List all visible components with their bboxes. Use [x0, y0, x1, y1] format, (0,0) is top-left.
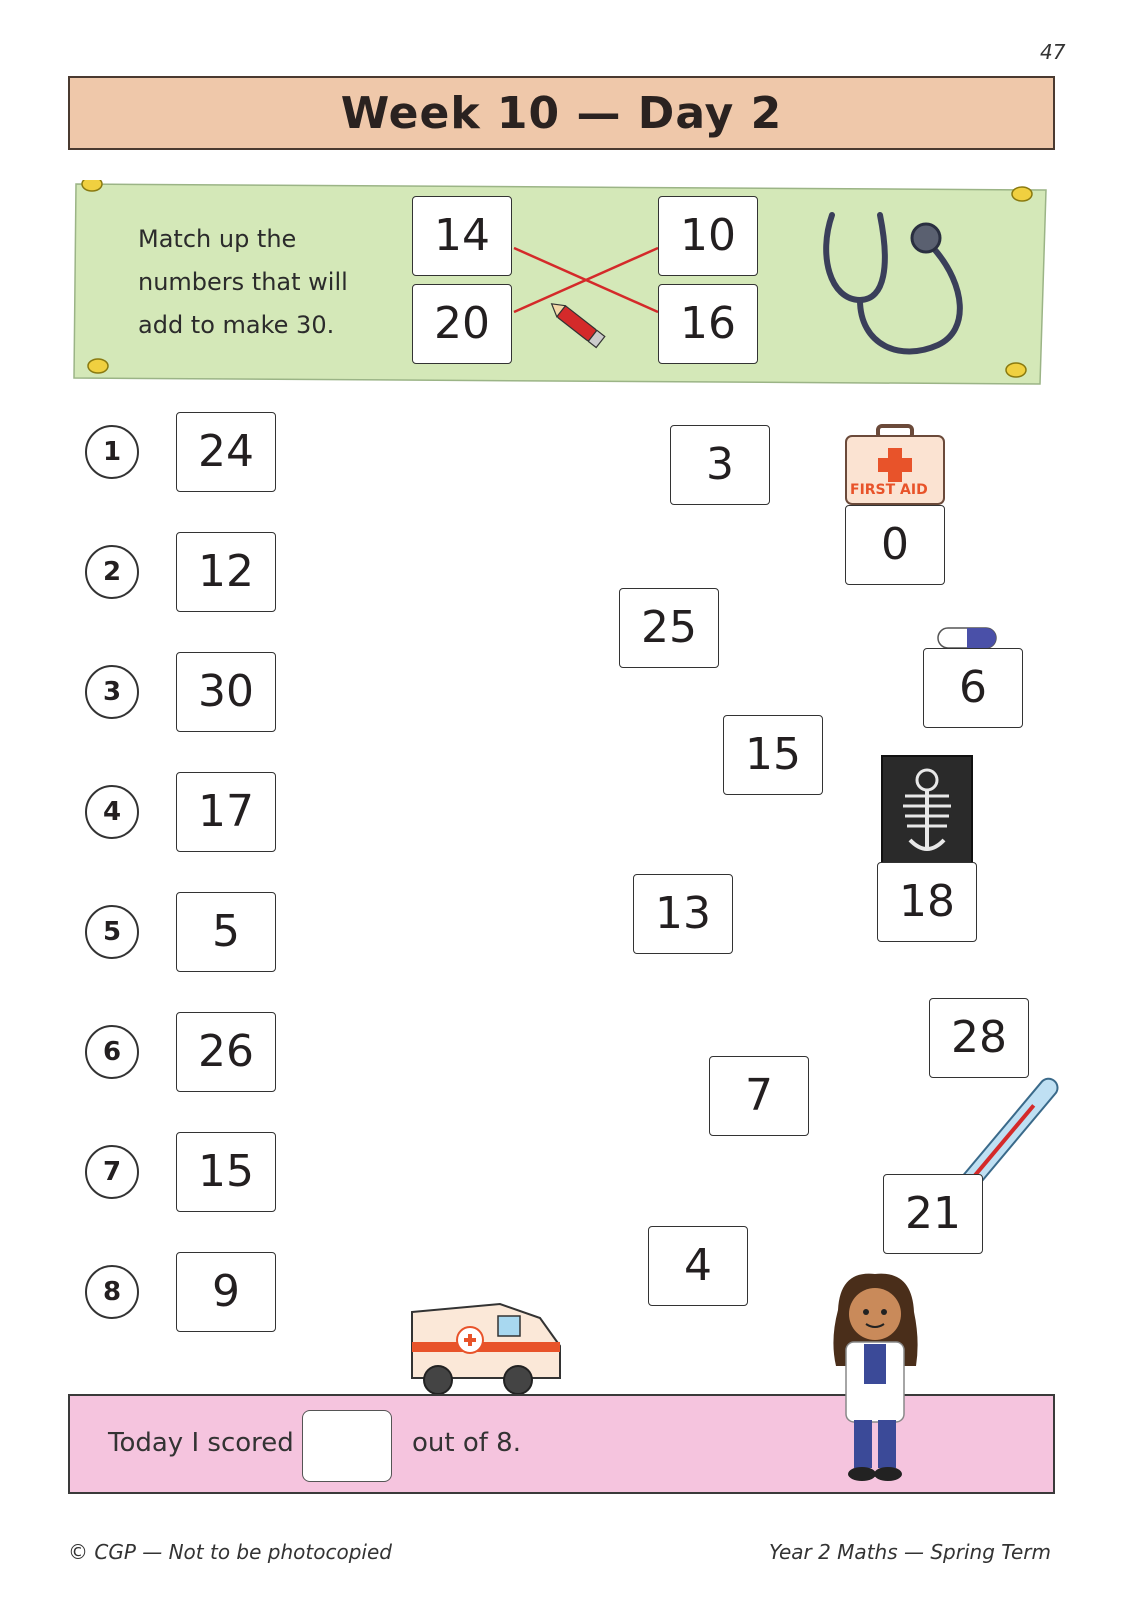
answer-box[interactable]: 15 — [723, 715, 823, 795]
question-box[interactable]: 17 — [176, 772, 276, 852]
pill-icon — [938, 628, 996, 648]
answer-box[interactable]: 25 — [619, 588, 719, 668]
question-box[interactable]: 24 — [176, 412, 276, 492]
question-number: 7 — [85, 1145, 139, 1199]
question-box[interactable]: 26 — [176, 1012, 276, 1092]
example-right-box: 16 — [658, 284, 758, 364]
question-box[interactable]: 5 — [176, 892, 276, 972]
footer-right: Year 2 Maths — Spring Term — [768, 1540, 1051, 1564]
score-input[interactable] — [302, 1410, 392, 1482]
page-title: Week 10 — Day 2 — [340, 88, 783, 139]
question-box[interactable]: 9 — [176, 1252, 276, 1332]
answer-box[interactable]: 3 — [670, 425, 770, 505]
answer-box[interactable]: 21 — [883, 1174, 983, 1254]
example-instruction: Match up the numbers that will add to make 30. — [138, 225, 348, 339]
answer-box[interactable]: 6 — [923, 648, 1023, 728]
doctor-icon — [820, 1270, 930, 1485]
answer-box[interactable]: 28 — [929, 998, 1029, 1078]
example-right-box: 10 — [658, 196, 758, 276]
score-prefix: Today I scored — [108, 1428, 294, 1458]
answer-box[interactable]: 13 — [633, 874, 733, 954]
example-left-box: 14 — [412, 196, 512, 276]
question-box[interactable]: 15 — [176, 1132, 276, 1212]
question-number: 3 — [85, 665, 139, 719]
question-number: 5 — [85, 905, 139, 959]
first-aid-label: FIRST AID — [850, 482, 928, 498]
example-left-box: 20 — [412, 284, 512, 364]
question-box[interactable]: 30 — [176, 652, 276, 732]
answer-box[interactable]: 7 — [709, 1056, 809, 1136]
answer-box[interactable]: 4 — [648, 1226, 748, 1306]
ambulance-icon — [412, 1304, 560, 1394]
question-number: 6 — [85, 1025, 139, 1079]
score-suffix: out of 8. — [412, 1428, 521, 1458]
answer-box[interactable]: 0 — [845, 505, 945, 585]
page-number: 47 — [1040, 40, 1066, 64]
answer-box[interactable]: 18 — [877, 862, 977, 942]
question-number: 4 — [85, 785, 139, 839]
question-box[interactable]: 12 — [176, 532, 276, 612]
question-number: 8 — [85, 1265, 139, 1319]
x-ray-icon — [882, 756, 972, 864]
question-number: 1 — [85, 425, 139, 479]
footer-left: © CGP — Not to be photocopied — [68, 1540, 392, 1564]
question-number: 2 — [85, 545, 139, 599]
